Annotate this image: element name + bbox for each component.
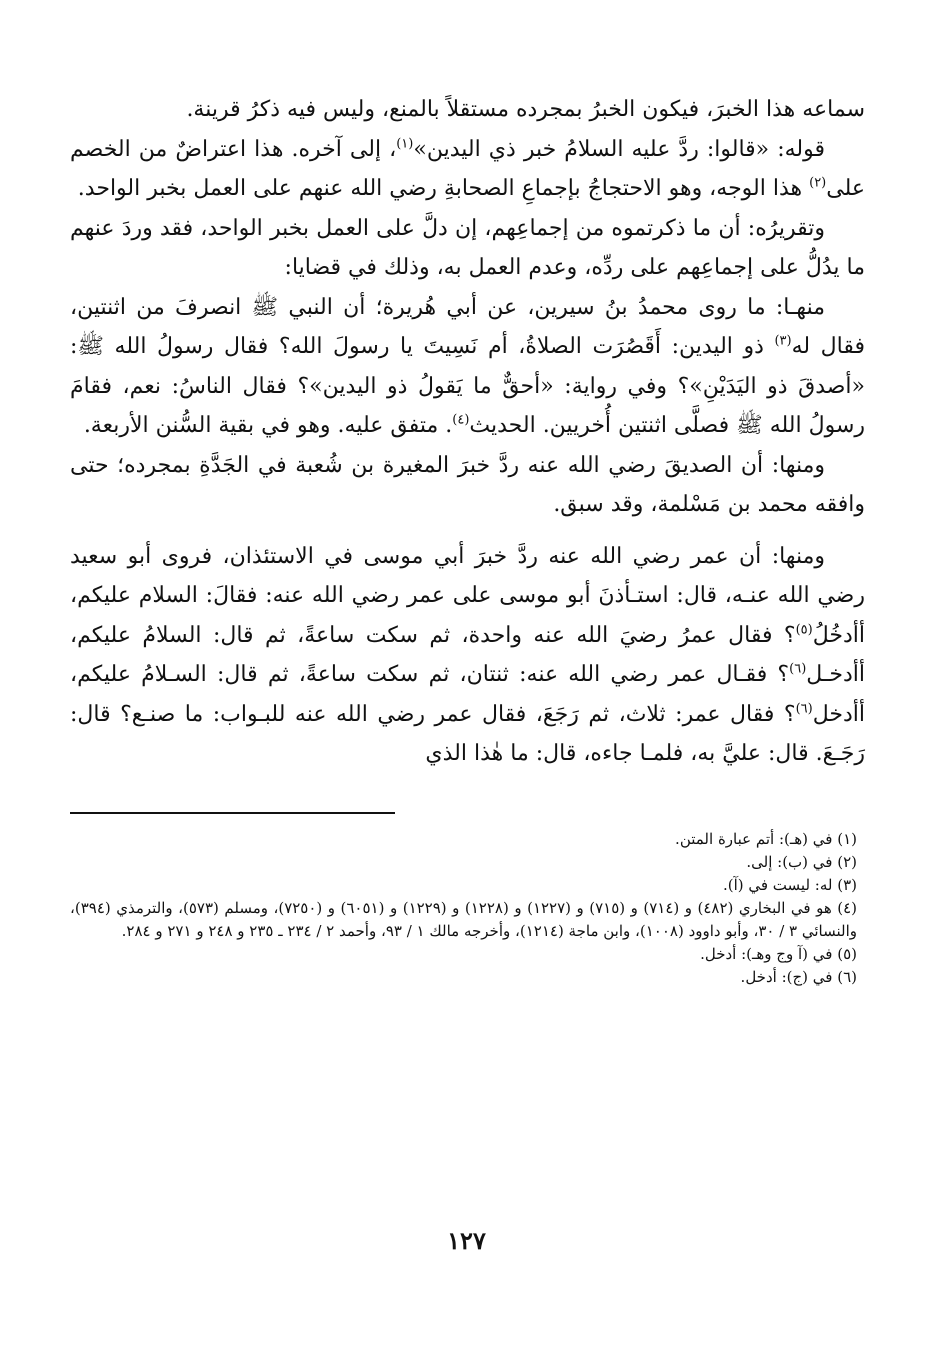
footnote-ref-3: (٣) <box>774 333 792 349</box>
paragraph-1: سماعه هذا الخبرَ، فيكون الخبرُ بمجرده مستقلاً بالمنع، وليس فيه ذكرُ قرينة. <box>186 97 865 122</box>
page-number: ١٢٧ <box>447 1226 486 1255</box>
paragraph-4: منهـا: ما روى محمدُ بنُ سيرين، عن أبي هُريرة؛ أن النبي ﷺ انصرفَ من اثنتين، فقال له$^{(٣)}$ ذو اليدين: أَقَصُرَت الصلاةُ، أم نَسِيتَ يا رسولَ الله؟ فقال رسولُ الله ﷺ: «أصدقَ ذو اليَدَيْنِ»؟ وفي رواية: «أحقٌّ ما يَقولُ ذو اليدين»؟ فقال الناسُ: نعم، فقامَ رسولُ الله ﷺ فصلَّى اثنتين أُخريين. الحديث$^{(٤)}$. متفق عليه. وهو في بقية السُّنن الأربعة. <box>70 294 865 438</box>
footnote-2: (٢) في (ب): إلى. <box>746 852 857 871</box>
footnote-separator <box>70 812 395 814</box>
footnote-5: (٥) في (آ وج وهـ): أدخل. <box>700 944 857 963</box>
footnotes <box>70 828 865 989</box>
footnote-ref-6a: (٦) <box>789 661 807 677</box>
paragraph-5: ومنها: أن الصديقَ رضي الله عنه ردَّ خبرَ المغيرة بن شُعبة في الجَدَّةِ بمجرده؛ حتى وافقه محمد بن مَسْلمة، وقد سبق. <box>70 452 865 517</box>
footnote-6: (٦) في (ج): أدخل. <box>740 967 857 986</box>
footnote-3: (٣) له: ليست في (آ). <box>722 875 857 894</box>
paragraph-3: وتقريرُه: أن ما ذكرتموه من إجماعِهم، إن دلَّ على العمل بخبر الواحد، فقد وردَ عنهم ما يدُلُّ على إجماعِهم على ردِّه، وعدم العمل به، وذلك في قضايا: <box>70 215 865 280</box>
paragraph-2: قوله: «قالوا: ردَّ عليه السلامُ خبر ذي اليدين»$^{(١)}$، إلى آخره. هذا اعتراضٌ من الخصم على$^{(٢)}$ هذا الوجه، وهو الاحتجاجُ بإجماعِ الصحابةِ رضي الله عنهم على العمل بخبر الواحد. <box>70 136 865 201</box>
main-text <box>70 90 865 774</box>
footnote-ref-1: (١) <box>396 136 414 152</box>
paragraph-6: ومنها: أن عمر رضي الله عنه ردَّ خبرَ أبي موسى في الاستئذان، فروى أبو سعيد رضي الله عنـه، قال: استـأذنَ أبو موسى على عمر رضي الله عنه: فقالَ: السلام عليكم، أأدخُلُ$^{(٥)}$؟ فقال عمرُ رضيَ الله عنه واحدة، ثم سكت ساعةً، ثم قال: السلامُ عليكم، أأدخـل$^{(٦)}$؟ فقـال عمر رضي الله عنه: ثنتان، ثم سكت ساعةً، ثم قال: السـلامُ عليكم، أأدخل$^{(٦)}$؟ فقال عمر: ثلاث، ثم رَجَعَ، فقال عمر رضي الله عنه للبـواب: ما صنـع؟ قال: رَجَـعَ. قال: عليَّ به، فلمـا جاءه، قال: ما هٰذا الذي <box>70 543 865 766</box>
footnote-separator-wrap <box>70 812 865 814</box>
footnote-ref-4: (٤) <box>452 412 470 428</box>
footnote-ref-5: (٥) <box>795 622 813 638</box>
footnote-4: (٤) هو في البخاري (٤٨٢) و (٧١٤) و (٧١٥) و (١٢٢٧) و (١٢٢٨) و (١٢٢٩) و (٦٠٥١) و (٧٢٥٠)، ومسلم (٥٧٣)، والترمذي (٣٩٤)، والنسائي ٣ / ٣٠، وأبو داوود (١٠٠٨)، وابن ماجة (١٢١٤)، وأخرجه مالك ١ / ٩٣، وأحمد ٢ / ٢٣٤ ـ ٢٣٥ و ٢٤٨ و ٢٧١ و ٢٨٤. <box>70 898 858 940</box>
footnote-ref-2: (٢) <box>809 175 827 191</box>
footnote-ref-6b: (٦) <box>795 701 813 717</box>
footnote-1: (١) في (هـ): أتم عبارة المتن. <box>675 829 857 848</box>
